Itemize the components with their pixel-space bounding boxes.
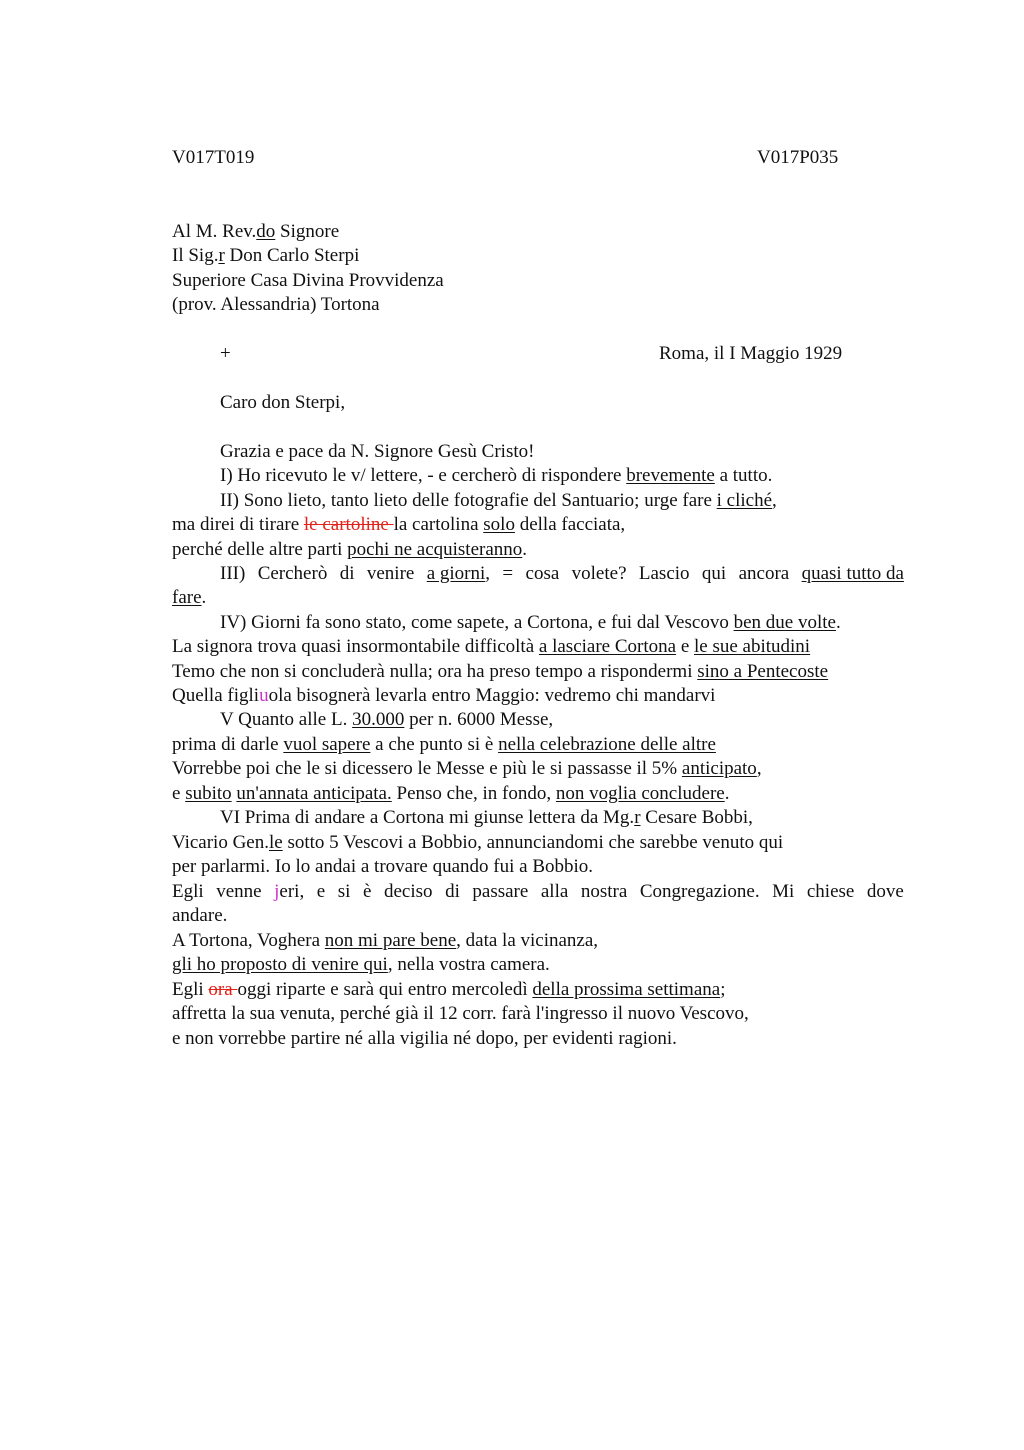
paragraph-6-line-5: andare. — [172, 905, 228, 926]
cross-symbol: + — [220, 343, 231, 364]
deleted-text: ora — [208, 979, 238, 1000]
address-line-1: Al M. Rev.do Signore — [172, 221, 340, 242]
paragraph-6-line-8: Egli ora oggi riparte e sarà qui entro mercoledì della prossima settimana; — [172, 979, 726, 1000]
paragraph-6-line-3: per parlarmi. Io lo andai a trovare quando fui a Bobbio. — [172, 856, 594, 877]
paragraph-6-line-1: VI Prima di andare a Cortona mi giunse lettera da Mg.r Cesare Bobbi, — [220, 807, 753, 828]
paragraph-3-line-2: fare. — [172, 587, 207, 608]
paragraph-4-line-1: IV) Giorni fa sono stato, come sapete, a Cortona, e fui dal Vescovo ben due volte. — [220, 612, 841, 633]
paragraph-6-line-2: Vicario Gen.le sotto 5 Vescovi a Bobbio, annunciandomi che sarebbe venuto qui — [172, 832, 784, 853]
paragraph-5-line-1: V Quanto alle L. 30.000 per n. 6000 Messe, — [220, 709, 554, 730]
greeting-line: Grazia e pace da N. Signore Gesù Cristo! — [220, 441, 535, 462]
salutation: Caro don Sterpi, — [220, 392, 346, 413]
paragraph-1: I) Ho ricevuto le v/ lettere, - e cercherò di rispondere brevemente a tutto. — [220, 465, 773, 486]
paragraph-3-line-1: III) Cercherò di venire a giorni, = cosa volete? Lascio qui ancora quasi tutto da — [220, 563, 904, 584]
paragraph-6-line-10: e non vorrebbe partire né alla vigilia né dopo, per evidenti ragioni. — [172, 1028, 677, 1049]
paragraph-2-line-2: ma direi di tirare le cartoline la cartolina solo della facciata, — [172, 514, 626, 535]
paragraph-5-line-4: e subito un'annata anticipata. Penso che, in fondo, non voglia concludere. — [172, 783, 730, 804]
paragraph-5-line-3: Vorrebbe poi che le si dicessero le Messe e più le si passasse il 5% anticipato, — [172, 758, 762, 779]
paragraph-2-line-1: II) Sono lieto, tanto lieto delle fotografie del Santuario; urge fare i cliché, — [220, 490, 777, 511]
jeri-word: jeri, — [274, 881, 305, 902]
header-left-code: V017T019 — [172, 147, 255, 168]
inserted-text: j — [274, 881, 280, 902]
address-line-3: Superiore Casa Divina Provvidenza — [172, 270, 444, 291]
paragraph-6-line-4: Egli venne jeri, e si è deciso di passare alla nostra Congregazione. Mi chiese dove — [172, 881, 904, 902]
paragraph-4-line-4: Quella figliuola bisognerà levarla entro Maggio: vedremo chi mandarvi — [172, 685, 716, 706]
deleted-text: le cartoline — [303, 514, 394, 535]
paragraph-5-line-2: prima di darle vuol sapere a che punto si è nella celebrazione delle altre — [172, 734, 716, 755]
paragraph-6-line-9: affretta la sua venuta, perché già il 12 corr. farà l'ingresso il nuovo Vescovo, — [172, 1003, 749, 1024]
header-right-code: V017P035 — [757, 147, 839, 168]
address-line-2: Il Sig.r Don Carlo Sterpi — [172, 245, 360, 266]
paragraph-4-line-3: Temo che non si concluderà nulla; ora ha preso tempo a rispondermi sino a Pentecoste — [172, 661, 829, 682]
paragraph-6-line-7: gli ho proposto di venire qui, nella vostra camera. — [172, 954, 550, 975]
inserted-text: u — [259, 685, 269, 706]
paragraph-2-line-3: perché delle altre parti pochi ne acquisteranno. — [172, 539, 528, 560]
paragraph-6-line-6: A Tortona, Voghera non mi pare bene, data la vicinanza, — [172, 930, 599, 951]
address-line-4: (prov. Alessandria) Tortona — [172, 294, 380, 315]
letter-date: Roma, il I Maggio 1929 — [659, 343, 843, 364]
paragraph-4-line-2: La signora trova quasi insormontabile difficoltà a lasciare Cortona e le sue abitudini — [172, 636, 811, 657]
